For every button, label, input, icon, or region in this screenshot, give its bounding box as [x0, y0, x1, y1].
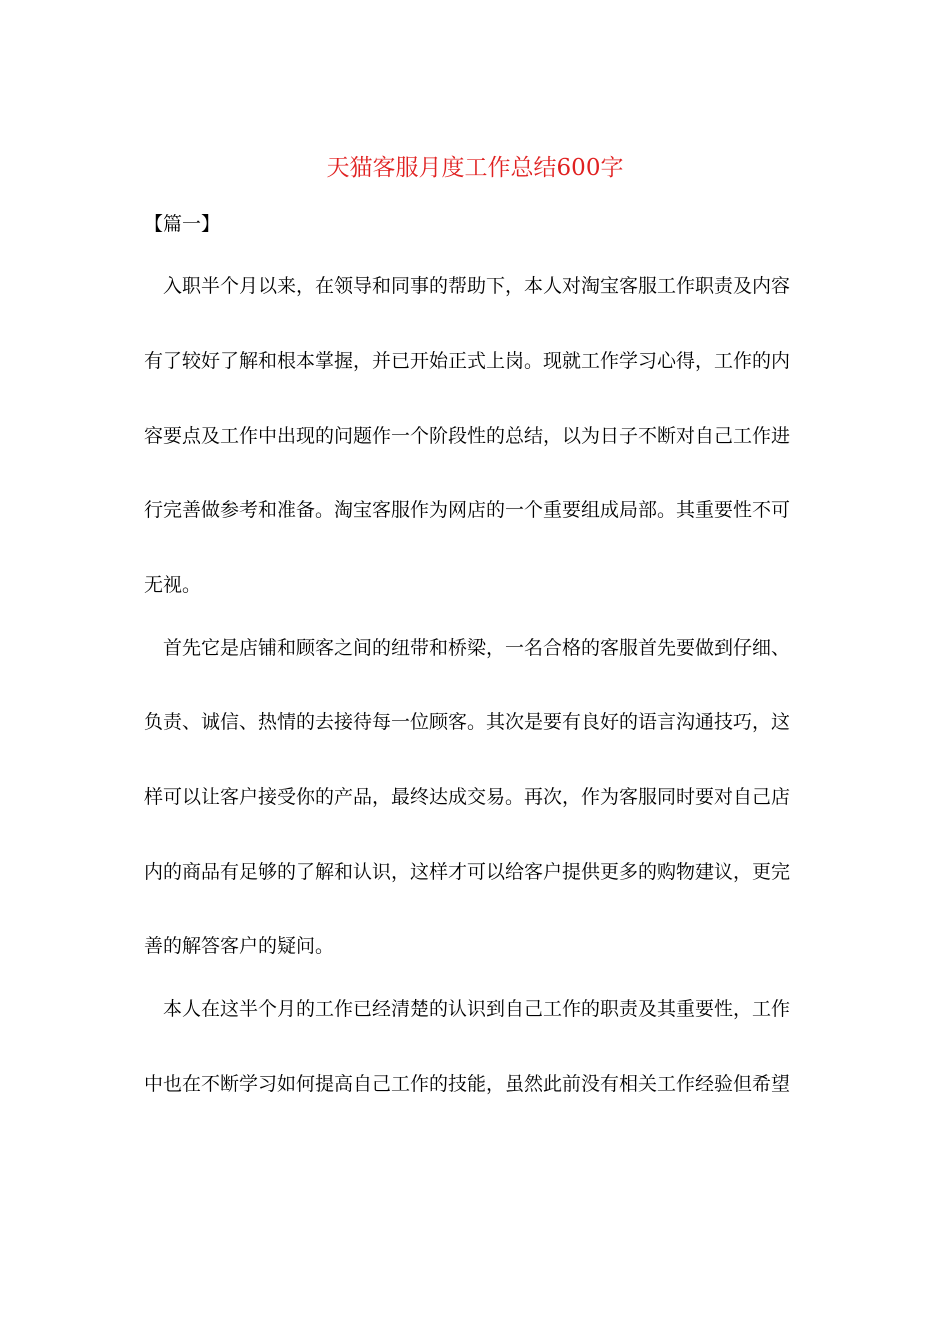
paragraph-1-line-3: 容要点及工作中出现的问题作一个阶段性的总结，以为日子不断对自己工作进	[144, 425, 791, 447]
paragraph-2-line-5: 善的解答客户的疑问。	[144, 935, 335, 957]
paragraph-1-line-1: 入职半个月以来，在领导和同事的帮助下，本人对淘宝客服工作职责及内容	[163, 275, 791, 297]
paragraph-1-line-5: 无视。	[144, 574, 202, 596]
paragraph-2-line-3: 样可以让客户接受你的产品，最终达成交易。再次，作为客服同时要对自己店	[144, 786, 791, 808]
paragraph-3-line-1: 本人在这半个月的工作已经清楚的认识到自己工作的职责及其重要性，工作	[163, 998, 791, 1020]
section-label: 【篇一】	[144, 213, 221, 235]
paragraph-2-line-1: 首先它是店铺和顾客之间的纽带和桥梁，一名合格的客服首先要做到仔细、	[163, 637, 791, 659]
document-title: 天猫客服月度工作总结600字	[326, 155, 624, 181]
paragraph-3-line-2: 中也在不断学习如何提高自己工作的技能，虽然此前没有相关工作经验但希望	[144, 1073, 791, 1095]
paragraph-2-line-2: 负责、诚信、热情的去接待每一位顾客。其次是要有良好的语言沟通技巧，这	[144, 711, 791, 733]
paragraph-1-line-4: 行完善做参考和准备。淘宝客服作为网店的一个重要组成局部。其重要性不可	[144, 499, 791, 521]
paragraph-1-line-2: 有了较好了解和根本掌握，并已开始正式上岗。现就工作学习心得，工作的内	[144, 350, 791, 372]
paragraph-2-line-4: 内的商品有足够的了解和认识，这样才可以给客户提供更多的购物建议，更完	[144, 861, 791, 883]
